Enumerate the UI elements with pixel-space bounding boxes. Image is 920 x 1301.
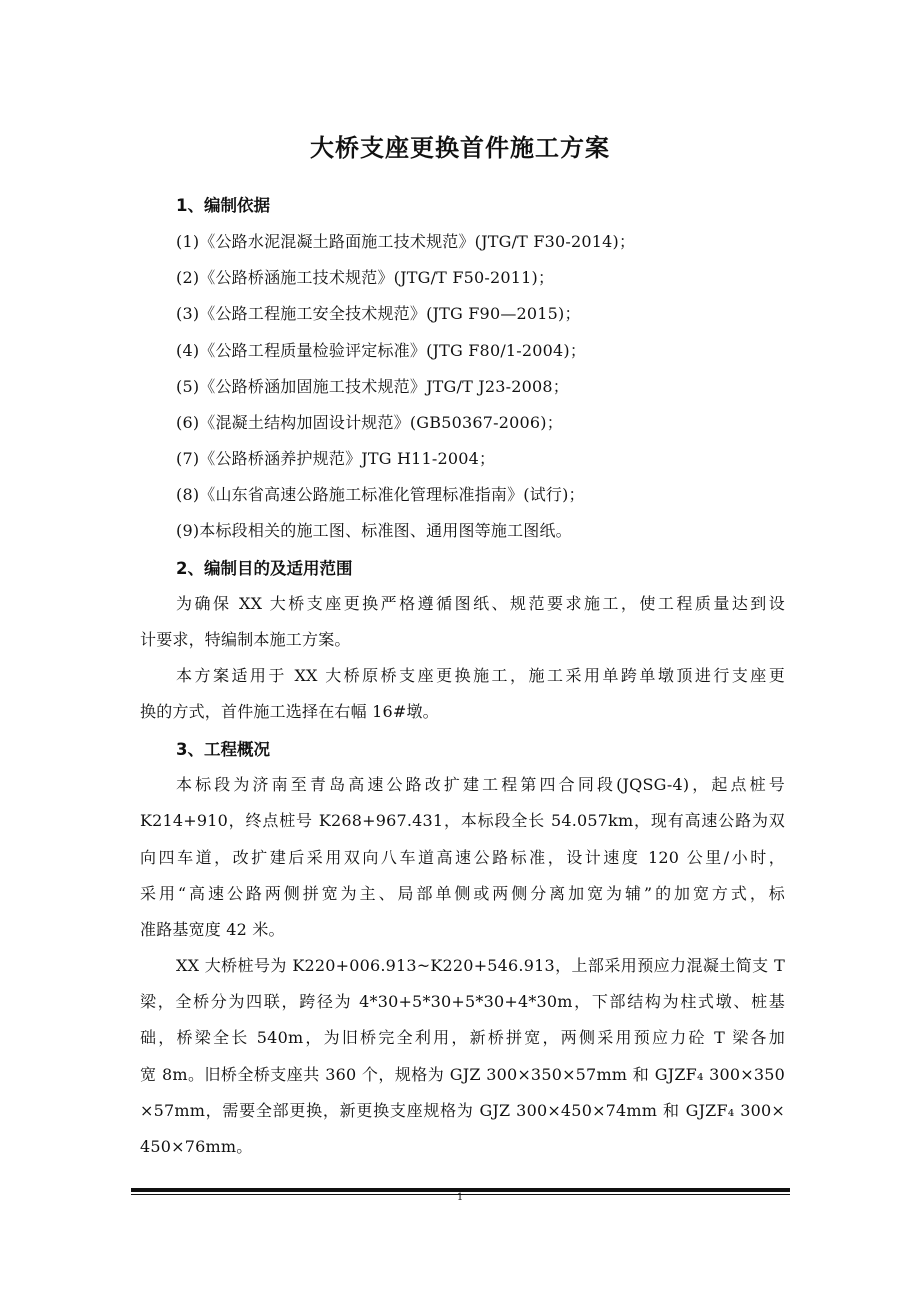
- paragraph-line: 向四车道，改扩建后采用双向八车道高速公路标准，设计速度 120 公里/小时，: [140, 848, 785, 867]
- paragraph-line: 采用“高速公路两侧拼宽为主、局部单侧或两侧分离加宽为辅”的加宽方式，标: [140, 884, 785, 903]
- paragraph-line: 450×76mm。: [140, 1137, 253, 1156]
- paragraph-line: 换的方式，首件施工选择在右幅 16#墩。: [140, 702, 439, 721]
- document-title: 大桥支座更换首件施工方案: [310, 134, 610, 162]
- paragraph-line: 梁，全桥分为四联，跨径为 4*30+5*30+5*30+4*30m，下部结构为柱式墩、桩基: [140, 992, 785, 1011]
- reference-item: (3)《公路工程施工安全技术规范》(JTG F90—2015)；: [176, 304, 581, 323]
- paragraph-line: 准路基宽度 42 米。: [140, 920, 285, 939]
- paragraph-line: ×57mm，需要全部更换，新更换支座规格为 GJZ 300×450×74mm 和 GJZF₄ 300×: [140, 1101, 785, 1120]
- paragraph-line: 本方案适用于 XX 大桥原桥支座更换施工，施工采用单跨单墩顶进行支座更: [176, 666, 785, 685]
- reference-item: (7)《公路桥涵养护规范》JTG H11-2004；: [176, 449, 496, 468]
- paragraph-line: 宽 8m。旧桥全桥支座共 360 个，规格为 GJZ 300×350×57mm 和 GJZF₄ 300×350: [140, 1065, 785, 1084]
- paragraph-line: XX 大桥桩号为 K220+006.913~K220+546.913，上部采用预应力混凝土简支 T: [176, 956, 785, 975]
- paragraph-line: K214+910，终点桩号 K268+967.431，本标段全长 54.057km，现有高速公路为双: [140, 811, 785, 830]
- paragraph-line: 计要求，特编制本施工方案。: [140, 630, 351, 649]
- paragraph-line: 为确保 XX 大桥支座更换严格遵循图纸、规范要求施工，使工程质量达到设: [176, 594, 785, 613]
- reference-item: (5)《公路桥涵加固施工技术规范》JTG/T J23-2008；: [176, 377, 569, 396]
- paragraph-line: 础，桥梁全长 540m，为旧桥完全利用，新桥拼宽，两侧采用预应力砼 T 梁各加: [140, 1028, 785, 1047]
- reference-item: (2)《公路桥涵施工技术规范》(JTG/T F50-2011)；: [176, 268, 555, 287]
- section-heading: 1、编制依据: [176, 196, 270, 215]
- page-number: 1: [456, 1192, 464, 1203]
- reference-item: (8)《山东省高速公路施工标准化管理标准指南》(试行)；: [176, 485, 585, 504]
- section-heading: 2、编制目的及适用范围: [176, 559, 353, 578]
- reference-item: (6)《混凝土结构加固设计规范》(GB50367-2006)；: [176, 413, 563, 432]
- paragraph-line: 本标段为济南至青岛高速公路改扩建工程第四合同段(JQSG-4)，起点桩号: [176, 775, 785, 794]
- reference-item: (1)《公路水泥混凝土路面施工技术规范》(JTG/T F30-2014)；: [176, 232, 636, 251]
- section-heading: 3、工程概况: [176, 740, 270, 759]
- reference-item: (4)《公路工程质量检验评定标准》(JTG F80/1-2004)；: [176, 341, 587, 360]
- reference-item: (9)本标段相关的施工图、标准图、通用图等施工图纸。: [176, 521, 572, 540]
